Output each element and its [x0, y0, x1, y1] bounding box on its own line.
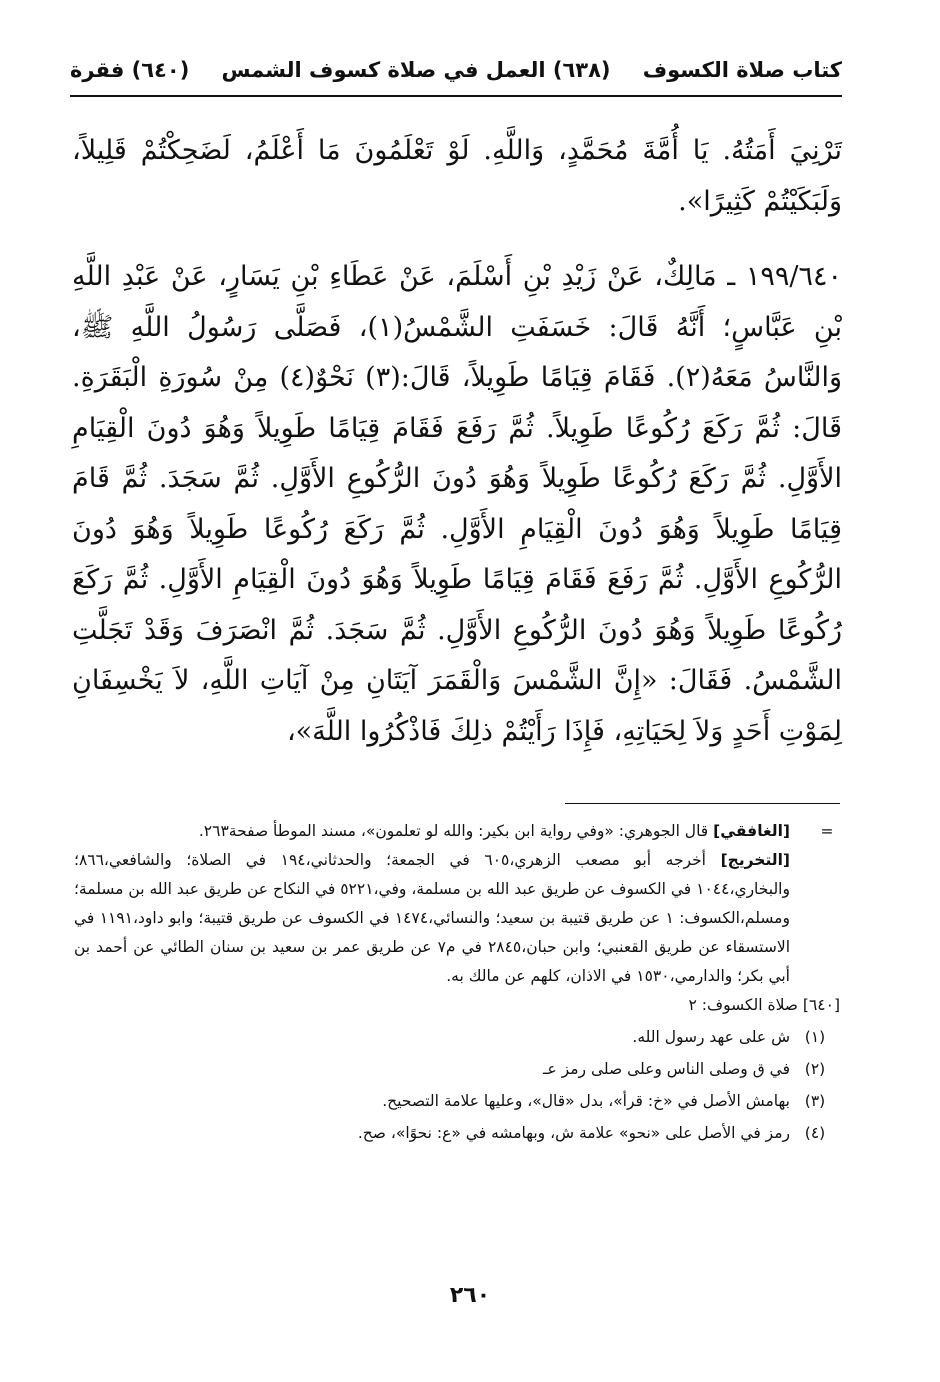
footnote-item	[74, 1087, 840, 1116]
footnote-text: في ق وصلى الناس وعلى صلى رمز عـ	[542, 1060, 790, 1078]
book-title: كتاب صلاة الكسوف	[642, 58, 842, 82]
takhrij-text: أخرجه أبو مصعب الزهري،٦٠٥ في الجمعة؛ والحدثاني،١٩٤ في الصلاة؛ والشافعي،٨٦٦؛ والبخاري،١٠٤٤ في الكسوف عن طريق عبد الله بن مسلمة، وفي،٥٢٢١ في النكاح عن طريق عبد الله بن مسلمة؛ ومسلم،الكسوف: ١ عن طريق قتيبة بن سعيد؛ والنسائي،١٤٧٤ في الكسوف عن طريق قتيبة؛ وابو داود،١١٩١ في الاستسقاء عن طريق القعنبي؛ وابن حبان،٢٨٤٥ في م٧ عن طريق عمر بن سعيد بن سنان الطائي عن أحمد بن أبي بكر؛ والدارمي،١٥٣٠ في الاذان، كلهم عن مالك به.	[74, 851, 790, 985]
footnote-rule	[565, 803, 840, 804]
ghafiqi-label: [الغافقي]	[713, 822, 790, 840]
section-reference: [٦٤٠] صلاة الكسوف: ٢	[688, 996, 840, 1014]
section-title: (٦٣٨) العمل في صلاة كسوف الشمس	[221, 58, 611, 82]
footnote-item	[74, 1119, 840, 1148]
takhrij-note	[74, 846, 840, 991]
takhrij-label: [التخريج]	[720, 851, 790, 869]
footnote-text: بهامش الأصل في «خ: قرأ»، بدل «قال»، وعليها علامة التصحيح.	[382, 1092, 790, 1110]
continuation-mark: =	[820, 822, 834, 840]
footnotes-section	[74, 817, 840, 1148]
ghafiqi-text: قال الجوهري: «وفي رواية ابن بكير: والله لو تعلمون»، مسند الموطأ صفحة٢٦٣.	[198, 822, 714, 840]
footnote-text: ش على عهد رسول الله.	[632, 1028, 790, 1046]
hadith-text: ـ مَالِكٌ، عَنْ زَيْدِ بْنِ أَسْلَمَ، عَنْ عَطَاءِ بْنِ يَسَارٍ، عَنْ عَبْدِ اللَّهِ بْنِ عَبَّاسٍ؛ أَنَّهُ قَالَ: خَسَفَتِ الشَّمْسُ(١)، فَصَلَّى رَسُولُ اللَّهِ ﷺ، وَالنَّاسُ مَعَهُ(٢). فَقَامَ قِيَامًا طَوِيلاً، قَالَ:(٣) نَحْوٌ(٤) مِنْ سُورَةِ الْبَقَرَةِ. قَالَ: ثُمَّ رَكَعَ رُكُوعًا طَوِيلاً. ثُمَّ رَفَعَ فَقَامَ قِيَامًا طَوِيلاً وَهُوَ دُونَ الْقِيَامِ الأَوَّلِ. ثُمَّ رَكَعَ رُكُوعًا طَوِيلاً وَهُوَ دُونَ الرُّكُوعِ الأَوَّلِ. ثُمَّ سَجَدَ. ثُمَّ قَامَ قِيَامًا طَوِيلاً وَهُوَ دُونَ الْقِيَامِ الأَوَّلِ. ثُمَّ رَكَعَ رُكُوعًا طَوِيلاً وَهُوَ دُونَ الرُّكُوعِ الأَوَّلِ. ثُمَّ رَفَعَ فَقَامَ قِيَامًا طَوِيلاً وَهُوَ دُونَ الْقِيَامِ الأَوَّلِ. ثُمَّ رَكَعَ رُكُوعًا طَوِيلاً وَهُوَ دُونَ الرُّكُوعِ الأَوَّلِ. ثُمَّ سَجَدَ. ثُمَّ انْصَرَفَ وَقَدْ تَجَلَّتِ الشَّمْسُ. فَقَالَ: «إِنَّ الشَّمْسَ وَالْقَمَرَ آيَتَانِ مِنْ آيَاتِ اللَّهِ، لاَ يَخْسِفَانِ لِمَوْتِ أَحَدٍ وَلاَ لِحَيَاتِهِ، فَإِذَا رَأَيْتُمْ ذلِكَ فَاذْكُرُوا اللَّهَ»،	[72, 261, 842, 747]
continuation-text: تَرْنِيَ أَمَتُهُ. يَا أُمَّةَ مُحَمَّدٍ، وَاللَّهِ. لَوْ تَعْلَمُونَ مَا أَعْلَمُ، لَضَحِكْتُمْ قَلِيلاً، وَلَبَكَيْتُمْ كَثِيرًا».	[72, 135, 842, 217]
hadith-number: ١٩٩/٦٤٠	[745, 261, 842, 292]
footnote-number: (٤)	[804, 1124, 826, 1142]
ghafiqi-note	[74, 817, 840, 846]
header-rule	[70, 95, 842, 97]
footnote-number: (٣)	[804, 1092, 826, 1110]
page-number: ٢٦٠	[449, 1283, 491, 1308]
running-header	[70, 48, 842, 92]
hadith-paragraph	[72, 252, 842, 757]
footnote-number: (٢)	[804, 1060, 826, 1078]
footnote-number: (١)	[804, 1028, 826, 1046]
footnote-item	[74, 1023, 840, 1052]
main-text	[72, 126, 842, 757]
paragraph-number: (٦٤٠) فقرة	[70, 58, 190, 82]
footnote-text: رمز في الأصل على «نحو» علامة ش، وبهامشه في «ع: نحوًا»، صح.	[357, 1124, 790, 1142]
footnote-item	[74, 1055, 840, 1084]
